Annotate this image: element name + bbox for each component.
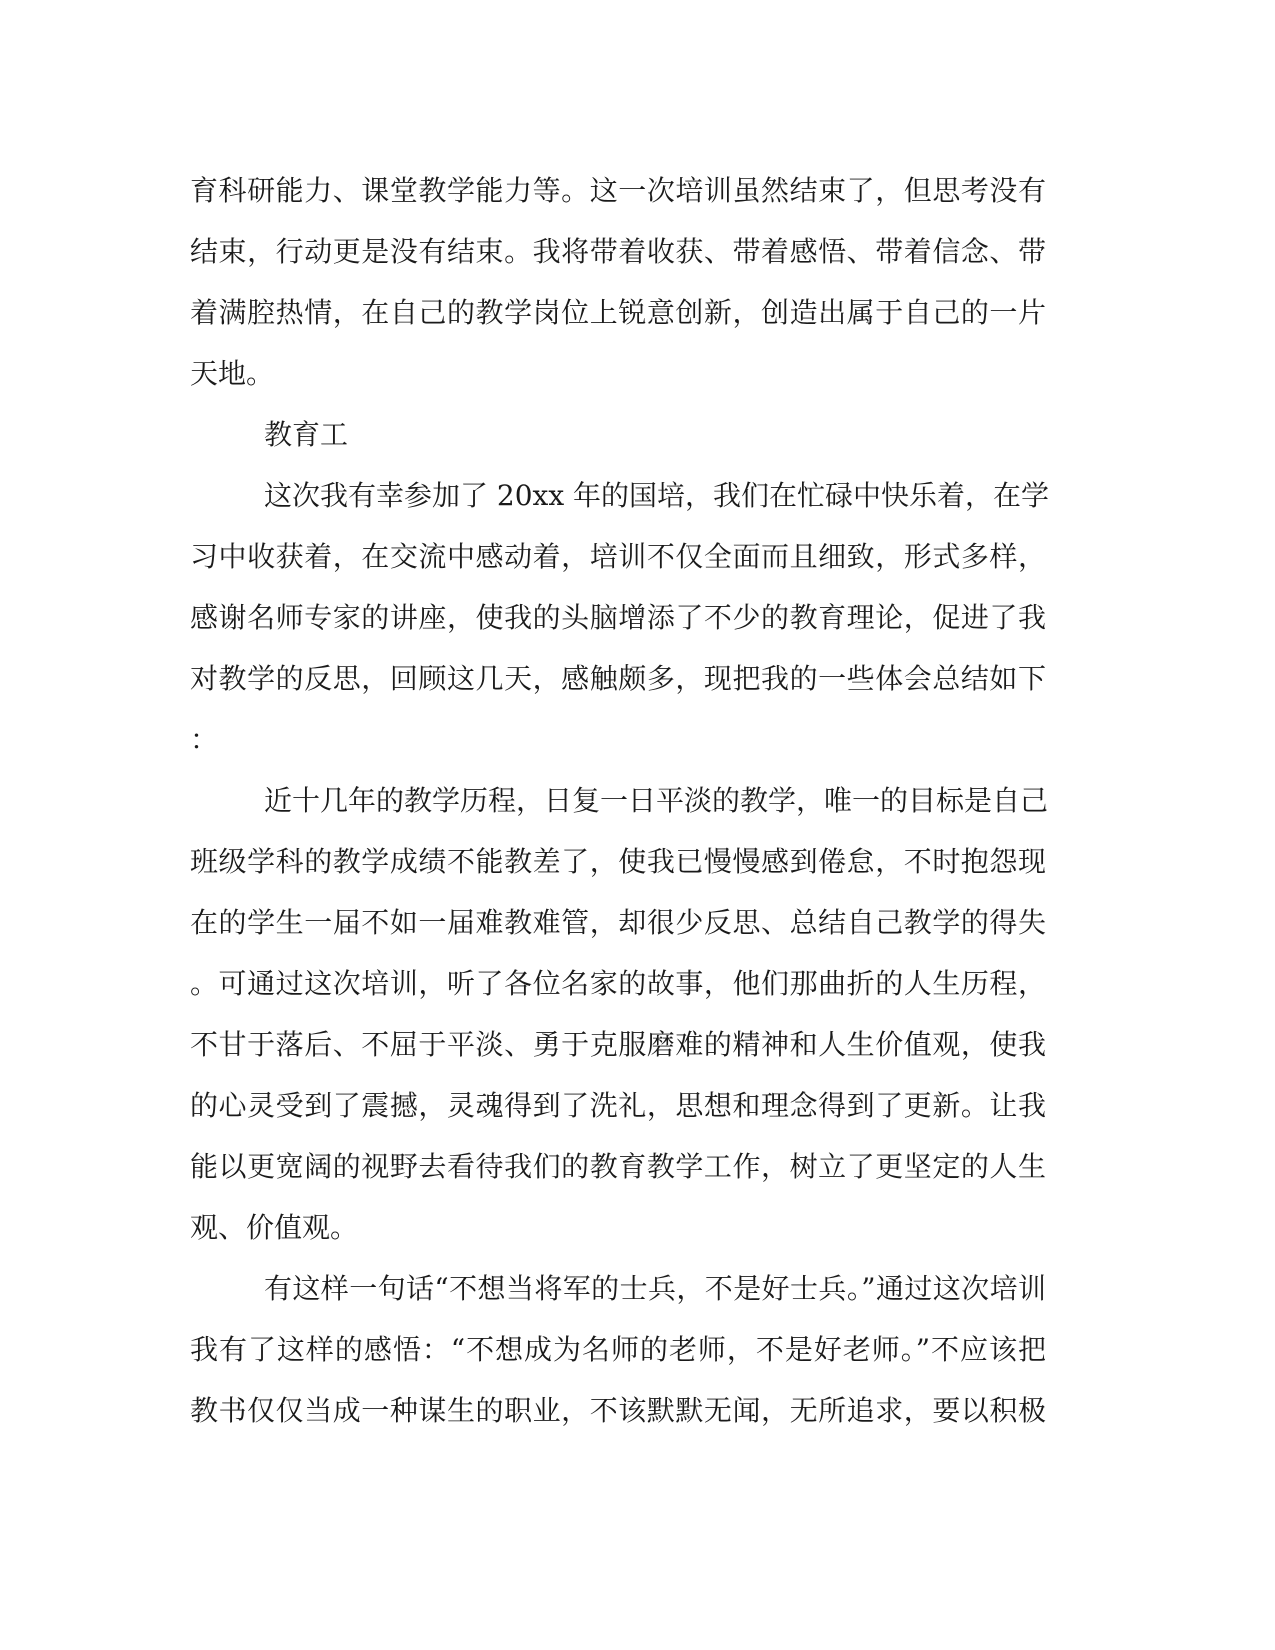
section-heading: 教育工 <box>264 418 349 451</box>
text-line: ： <box>190 723 219 756</box>
text-line: 天地。 <box>190 357 275 390</box>
text-line: 班级学科的教学成绩不能教差了，使我已慢慢感到倦怠，不时抱怨现 <box>190 845 1046 878</box>
text-line: 教书仅仅当成一种谋生的职业，不该默默无闻，无所追求，要以积极 <box>190 1394 1046 1427</box>
text-line: 育科研能力、课堂教学能力等。这一次培训虽然结束了，但思考没有 <box>190 174 1046 207</box>
text-line: 。可通过这次培训，听了各位名家的故事，他们那曲折的人生历程， <box>190 967 1046 1000</box>
text-line: 感谢名师专家的讲座，使我的头脑增添了不少的教育理论，促进了我 <box>190 601 1046 634</box>
text-line: 观、价值观。 <box>190 1211 359 1244</box>
text-line: 在的学生一届不如一届难教难管，却很少反思、总结自己教学的得失 <box>190 906 1046 939</box>
document-body <box>190 160 1090 1441</box>
text-line: 我有了这样的感悟：“不想成为名师的老师，不是好老师。”不应该把 <box>190 1333 1046 1366</box>
text-line: 着满腔热情，在自己的教学岗位上锐意创新，创造出属于自己的一片 <box>190 296 1046 329</box>
text-line: 的心灵受到了震撼，灵魂得到了洗礼，思想和理念得到了更新。让我 <box>190 1089 1046 1122</box>
text-line: 不甘于落后、不屈于平淡、勇于克服磨难的精神和人生价值观，使我 <box>190 1028 1046 1061</box>
text-line: 习中收获着，在交流中感动着，培训不仅全面而且细致，形式多样， <box>190 540 1046 573</box>
text-line: 有这样一句话“不想当将军的士兵，不是好士兵。”通过这次培训 <box>264 1272 1046 1305</box>
text-line: 能以更宽阔的视野去看待我们的教育教学工作，树立了更坚定的人生 <box>190 1150 1046 1183</box>
text-line: 对教学的反思，回顾这几天，感触颇多，现把我的一些体会总结如下 <box>190 662 1046 695</box>
text-line: 结束，行动更是没有结束。我将带着收获、带着感悟、带着信念、带 <box>190 235 1046 268</box>
text-line: 这次我有幸参加了 20xx 年的国培，我们在忙碌中快乐着，在学 <box>264 479 1050 512</box>
text-line: 近十几年的教学历程，日复一日平淡的教学，唯一的目标是自己 <box>264 784 1049 817</box>
